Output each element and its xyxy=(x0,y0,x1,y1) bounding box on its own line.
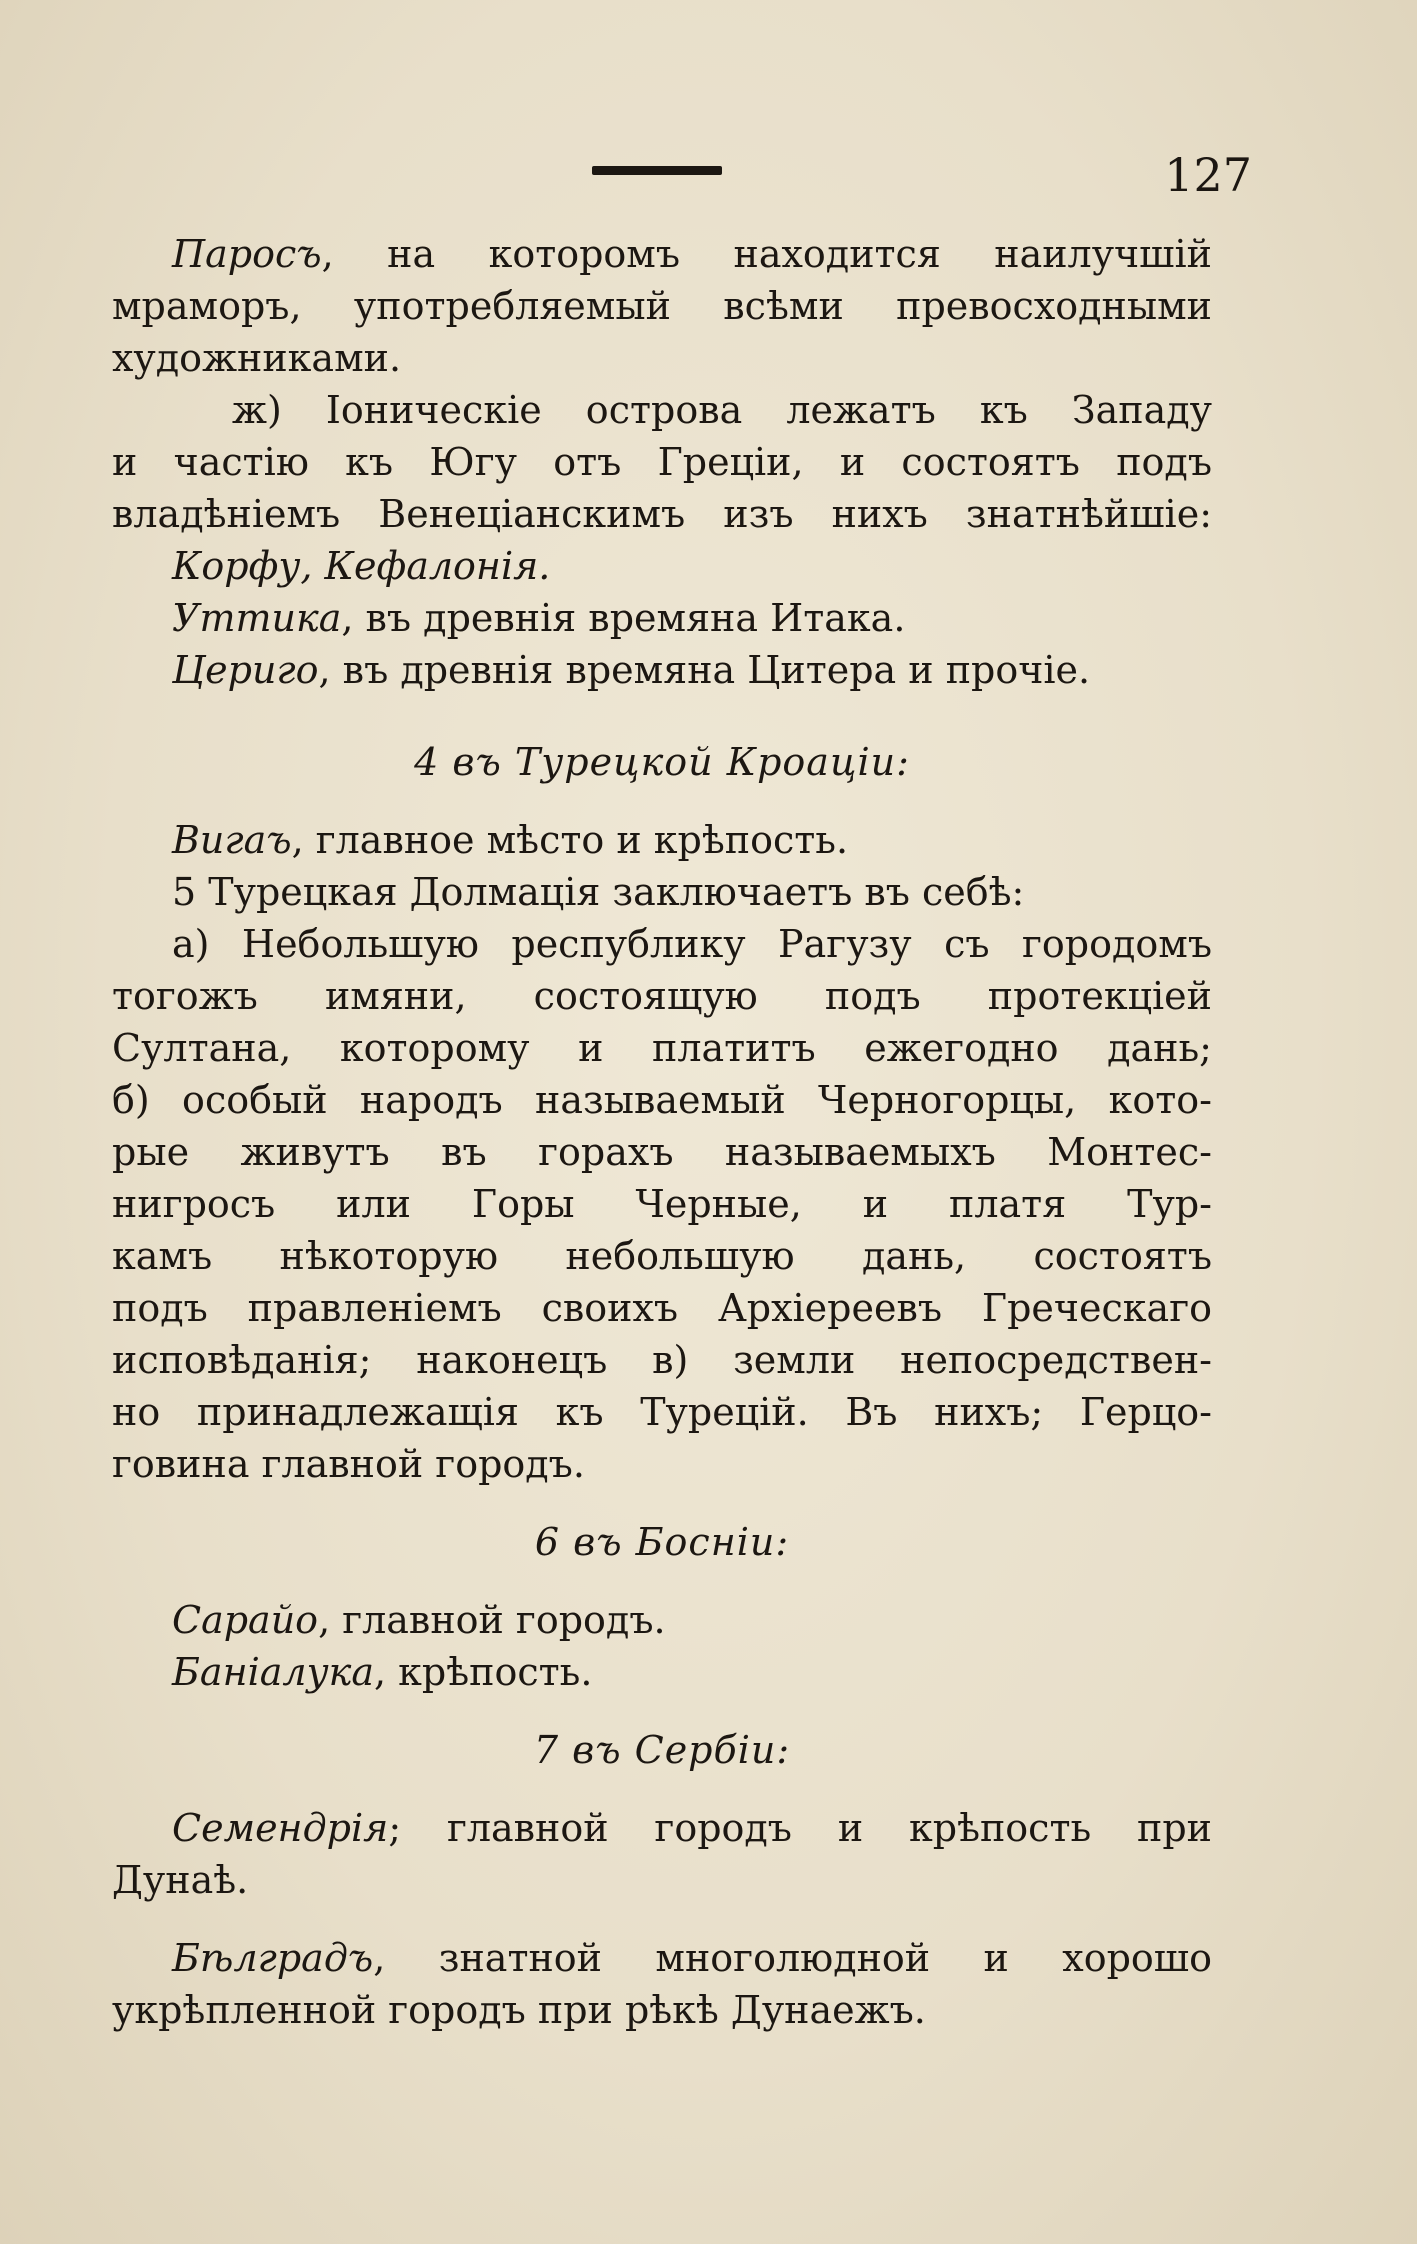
paragraph-ionian-line-3: владѣніемъ Венеціанскимъ изъ нихъ знатнѣйшіе: xyxy=(112,492,1212,536)
text-run: , на которомъ находится наилучшій xyxy=(321,232,1212,276)
place-name: Уттика xyxy=(172,596,342,640)
place-name: Семендрія xyxy=(172,1806,389,1850)
paragraph-dalmatia-line-12: говина главной городъ. xyxy=(112,1442,585,1486)
place-name: Баніалука xyxy=(172,1650,375,1694)
place-name: Паросъ xyxy=(172,232,322,276)
place-name: Бѣлградъ xyxy=(172,1936,374,1980)
text-run: , главное мѣсто и крѣпость. xyxy=(291,818,849,862)
section-heading-bosnia: 6 въ Босніи: xyxy=(534,1520,790,1564)
paragraph-ithaca xyxy=(112,592,1212,644)
text-run: , главной городъ. xyxy=(318,1598,666,1642)
paragraph-sarajevo xyxy=(112,1594,1212,1646)
section-heading-serbia: 7 въ Сербіи: xyxy=(533,1728,791,1772)
paragraph-vigac xyxy=(112,814,1212,866)
paragraph-paros-line-3: художниками. xyxy=(112,336,402,380)
paragraph-dalmatia-line-7: нигросъ или Горы Черные, и платя Тур- xyxy=(112,1182,1212,1226)
paragraph-dalmatia-line-6: рые живутъ въ горахъ называемыхъ Монтес- xyxy=(112,1130,1212,1174)
text-run: , въ древнія времяна Цитера и прочіе. xyxy=(318,648,1091,692)
paragraph-paros-line-2: мраморъ, употребляемый всѣми превосходными xyxy=(112,284,1212,328)
text-run: , крѣпость. xyxy=(374,1650,593,1694)
paragraph-belgrade-line-2: укрѣпленной городъ при рѣкѣ Дунаежъ. xyxy=(112,1988,926,2032)
paragraph-dalmatia-line-4: Султана, которому и платитъ ежегодно дань; xyxy=(112,1026,1212,1070)
paragraph-ionian-line-2: и частію къ Югу отъ Греціи, и состоятъ подъ xyxy=(112,440,1212,484)
page-number: 127 xyxy=(1164,148,1252,202)
paragraph-ionian-line-4: Корфу, Кефалонія. xyxy=(172,544,551,588)
paragraph-dalmatia-line-11: но принадлежащія къ Турецій. Въ нихъ; Герцо- xyxy=(112,1390,1212,1434)
paragraph-dalmatia-line-8: камъ нѣкоторую небольшую дань, состоятъ xyxy=(112,1234,1212,1278)
place-name: Цериго xyxy=(172,648,319,692)
paragraph-belgrade-line-1 xyxy=(112,1932,1212,1984)
paragraph-cerigo xyxy=(112,644,1212,696)
paragraph-dalmatia-line-5: б) особый народъ называемый Черногорцы, кото- xyxy=(112,1078,1212,1122)
place-name: Вигаъ xyxy=(172,818,292,862)
paragraph-semendria-line-1 xyxy=(112,1802,1212,1854)
text-run: , знатной многолюдной и хорошо xyxy=(373,1936,1212,1980)
paragraph-dalmatia-line-9: подъ правленіемъ своихъ Архіереевъ Греческаго xyxy=(112,1286,1212,1330)
paragraph-paros-line-1 xyxy=(112,228,1212,280)
text-run: , въ древнія времяна Итака. xyxy=(341,596,906,640)
paragraph-dalmatia-line-10: исповѣданія; наконецъ в) земли непосредствен- xyxy=(112,1338,1212,1382)
header-rule xyxy=(592,166,722,175)
text-run: ; главной городъ и крѣпость при xyxy=(388,1806,1212,1850)
paragraph-dalmatia-line-1: 5 Турецкая Долмація заключаетъ въ себѣ: xyxy=(172,870,1025,914)
paragraph-banja-luka xyxy=(112,1646,1212,1698)
paragraph-dalmatia-line-2: а) Небольшую республику Рагузу съ городомъ xyxy=(172,922,1212,966)
paragraph-semendria-line-2: Дунаѣ. xyxy=(112,1858,249,1902)
paragraph-ionian-line-1: ж) Іоническіе острова лежатъ къ Западу xyxy=(232,388,1212,432)
section-heading-croatia: 4 въ Турецкой Кроаціи: xyxy=(414,740,910,784)
page-text xyxy=(112,228,1212,2036)
place-name: Сарайо xyxy=(172,1598,319,1642)
paragraph-dalmatia-line-3: тогожъ имяни, состоящую подъ протекціей xyxy=(112,974,1212,1018)
